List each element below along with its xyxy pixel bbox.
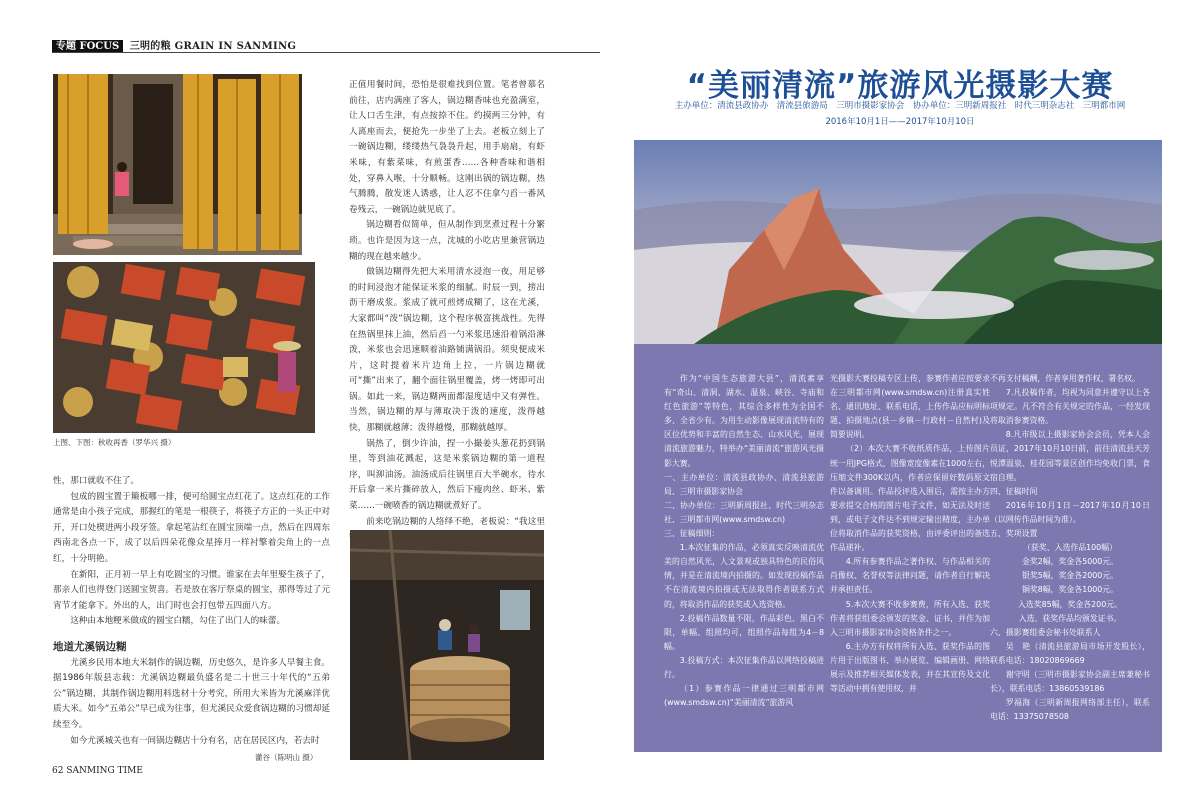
paragraph: 如今尤溪城关也有一间锅边糊店十分有名，店在居民区内，若去时 (70, 735, 320, 746)
bottom-photo-caption: 灌谷（陈明山 摄） (255, 753, 318, 762)
organizers: 主办单位：清流县政协办 清流县旅游局 三明市摄影家协会 协办单位：三明新周报社 时代三明杂志社 三明都市网 (674, 101, 1126, 111)
paragraph: 锅热了，倒少许油，捏一小撮姜头葱花扔到锅里，等到油花溅起，这是米浆锅边糊的第一道程序，叫泖油汤。油汤成后往锅里百大半碗水，待水开后拿一米片撕碎放入，然后下瘦肉丝、虾米、紫菜……一碗喷香的锅边糊就煮好了。 (349, 438, 545, 512)
paragraph: 性，那口就收不住了。 (53, 476, 139, 486)
paragraph: 5.本次大赛不收参赛费，所有入选、获奖作者将获组委会颁发的奖金、证书，并作为加入三明市摄影家协会资格条件之一。 (830, 599, 990, 637)
paragraph: 这种由本地粳米做成的圆宝白糯，勾住了出门人的味蕾。 (70, 616, 286, 627)
paragraph: 四、征稿时间 (990, 486, 1038, 496)
contest-dates: 2016年10月1日——2017年10月10日 (825, 117, 975, 127)
paragraph: 二、协办单位：三明新周报社、时代三明杂志社、三明都市网(www.smdsw.cn) (664, 500, 824, 524)
header-title: 三明的粮 GRAIN IN SANMING (129, 41, 297, 52)
paragraph: 在新阳，正月初一早上有吃圆宝的习惯。谁家在去年里娶生孩子了，那亲人们也得登门送圆宝贺喜。若是放在客厅祭桌的圆宝，那得等过了元宵节才能拿下。外出的人，出门时也会打包带五四面八方。 (53, 569, 330, 611)
paragraph: （1）参赛作品一律通过三明都市网(www.smdsw.cn)“美丽清流”旅游风 (664, 684, 824, 708)
paragraph: 谢守明（三明市摄影家协会副主席兼秘书长），联系电话：13860539186 (990, 669, 1150, 694)
paragraph: 不再支付稿酬，作者享用著作权、署名权。 (990, 374, 1140, 383)
drying-trays-photo (53, 262, 315, 433)
paragraph: 4.所有参赛作品之著作权、与作品相关的肖像权、名誉权等法律问题，请作者自行解决并承担责任。 (830, 557, 990, 595)
paragraph: 做锅边糊得先把大米用清水浸泡一夜，用足够的时间浸泡才能保证米浆的细腻。时辰一到，捞出沥干磨成浆。浆成了就可煎烤成糊了，这在尤溪，大家都叫“泼”锅边糊，这个程序极富挑战性。先得在热锅里抹上油，然后舀一勺米浆迅速沿着锅沿淋泼，米浆也会迅速顺着油路铺满锅沿。须臾便成米片，这时提着米片边角上拉，一片锅边糊就可“撕”出来了，翻个面往锅里覆盖，烤一烤即可出锅。如此一来，锅边糊两面都湿度适中又有弹性。当然，锅边糊的厚与薄取决于泼的速度，泼得越快，那糊就越薄；泼得越慢，那糊就越厚。 (349, 267, 545, 434)
paragraph: 包成的圆宝置于簸板哪一排，便可给圆宝点红花了。这点红花的工作通常是由小孩子完成，那握红的笔是一根筷子，将筷子方正的一头正中对开，开口处楔进两小段牙签。拿起笔沾红在圆宝顶端一点，然后在四周东西南北各点一下，成了以后四朵花像众星捧月一样衬擎着尖角上的一点红，十分明艳。 (53, 491, 330, 564)
paragraph: 8.凡市级以上摄影家协会会员，凭本人会员证，2017年10月10日前，前往清流县天芳悦潭温泉、桂花园等景区创作均免收门票，食宿自理。 (990, 430, 1150, 482)
paragraph: 锅边糊看似简单，但从制作到烹煮过程十分繁琐。也许是因为这一点，沈城的小吃店里兼营锅边糊的现在越来越少。 (349, 220, 545, 262)
left-column-2 (349, 78, 545, 546)
paragraph: 光摄影大赛投稿专区上传，参赛作者应按要求在三明都市网(www.smdsw.cn)注册真实姓名、通讯地址、联系电话，上传作品应标明标题、拍摄地点(县－乡镇－行政村－自然村)及简要说明。 (830, 374, 990, 440)
paragraph: 三、征稿细则： (664, 529, 720, 539)
paragraph: 铜奖8幅，奖金各1000元。 (1021, 585, 1119, 595)
paragraph: 作为“中国生态旅游大县”，清流素享有“奇山、清洞、湖水、温泉、峡谷、寺庙和红色旅游”等特色，其综合多样性为全国不多、全省少有。为用生动影像展现清流特有的区位优势和丰富的自然生态、山水风光，展现清流旅游魅力，特举办“美丽清流”旅游风光摄影大赛。 (664, 374, 824, 468)
landscape-photo (634, 140, 1162, 344)
paragraph: 金奖2幅，奖金各5000元。 (1021, 557, 1119, 567)
contest-title: “美丽清流”旅游风光摄影大赛 (686, 68, 1114, 104)
section-header (52, 37, 296, 52)
paragraph: 罗福海（三明新周报网络部主任），联系电话：13375078508 (990, 698, 1150, 722)
photo-caption: 上图、下图：秋收再香（罗华兴 摄） (53, 438, 176, 447)
paragraph: 正值用餐时间，恐怕是很难找到位置。笔者曾慕名前往，店内满座了客人，锅边糊香味也充盈满室，让人口舌生津，有点按捺不住。约摸两三分钟，有人离座而去，便抢先一步坐了上去。老板立刻上了一碗锅边糊，缕缕热气袅袅升起，用手扇扇，有虾米味，有紫菜味，有煎蛋香……各种香味和谐相处，穿鼻入喉，十分顺畅。这刚出锅的锅边糊，热气腾腾，散发迷人诱惑，让人忍不住拿勺舀一番风卷残云，一碗锅边就见底了。 (349, 80, 545, 215)
paragraph: 入选奖85幅，奖金各200元。 (1017, 599, 1122, 609)
rules-column-3 (990, 372, 1150, 724)
focus-tag: 专题 FOCUS (52, 40, 123, 53)
paragraph: （2）本次大赛不收纸质作品，上传图片统一用JPG格式，图像宽度像素在1000左右，压缩文件300K以内，作者应保留好数码原文件以备调用。作品投评选入围后，需按主办方要求提交合格的图片电子文件，如无法及时送到，或电子文件达不到规定输出精度，主办单位将取消作品的获奖资格，由评委评出的备选作品递补。 (830, 444, 990, 553)
grain-mill-photo (350, 530, 544, 760)
left-column-1 (53, 474, 330, 749)
rules-column-1 (664, 372, 824, 710)
page-footer: 62 SANMING TIME (52, 766, 143, 776)
paragraph: 吴 艳（清流县旅游局市场开发股长），联系电话：18020869669 (990, 641, 1150, 665)
header-rule (52, 52, 600, 53)
paragraph: 3.投稿方式：本次征集作品以网络投稿进行。 (664, 655, 824, 679)
paragraph: 一、主办单位：清流县政协办、清流县旅游局、三明市摄影家协会 (664, 472, 824, 496)
paragraph: 2.投稿作品数量不限，作品彩色、黑白不限，单幅、组照均可，组照作品每组为4－8幅。 (664, 613, 824, 651)
paragraph: 尤溪乡民用本地大米制作的锅边糊，历史悠久，是许多人早餐主食。据1986年版县志载：尤溪锅边糊最负盛名是二十世三十年代的“五弟公”锅边糊，其制作锅边糊用料选材十分考究，所用大米皆为尤溪麻洋优质大米。如今“五弟公”早已成为往事，但尤溪民众爱食锅边糊的习惯却延续至今。 (53, 657, 330, 730)
corn-drying-photo (53, 74, 302, 255)
paragraph: 2016年10月1日－2017年10月10日（以网传作品时间为准）。 (990, 500, 1150, 524)
paragraph: 1.本次征集的作品，必须真实反映清流优美的自然风光，人文景观或独具特色的民俗风情，并是在清流境内拍摄的。如发现投稿作品不在清流境内拍摄或无法取得作者联系方式的，将取消作品的获奖或入选资格。 (664, 543, 824, 609)
paragraph: 6.主办方有权将所有入选、获奖作品的图片用于出版图书、举办展览、编辑画册、网络展示及推荐相关媒体发表，并在其宣传及文化等活动中拥有使用权，并 (830, 641, 990, 694)
paragraph: 五、奖项设置 (990, 529, 1038, 539)
paragraph: 7.凡投稿作者，均视为同意并遵守以上各项规定。凡不符合有关规定的作品，一经发现将取消参赛资格。 (990, 388, 1150, 426)
paragraph: 六、摄影赛组委会秘书处联系人 (990, 627, 1101, 637)
rules-column-2 (830, 372, 990, 696)
paragraph: 入选、获奖作品均颁发证书。 (1018, 613, 1122, 623)
paragraph: 银奖5幅，奖金各2000元。 (1021, 571, 1119, 581)
paragraph-text: 前来吃锅边糊的人络绎不绝，老板说：“我这里 (366, 516, 545, 527)
paragraph: （获奖、入选作品100幅） (1023, 543, 1117, 553)
section-title: 地道尤溪锅边糊 (53, 640, 127, 653)
